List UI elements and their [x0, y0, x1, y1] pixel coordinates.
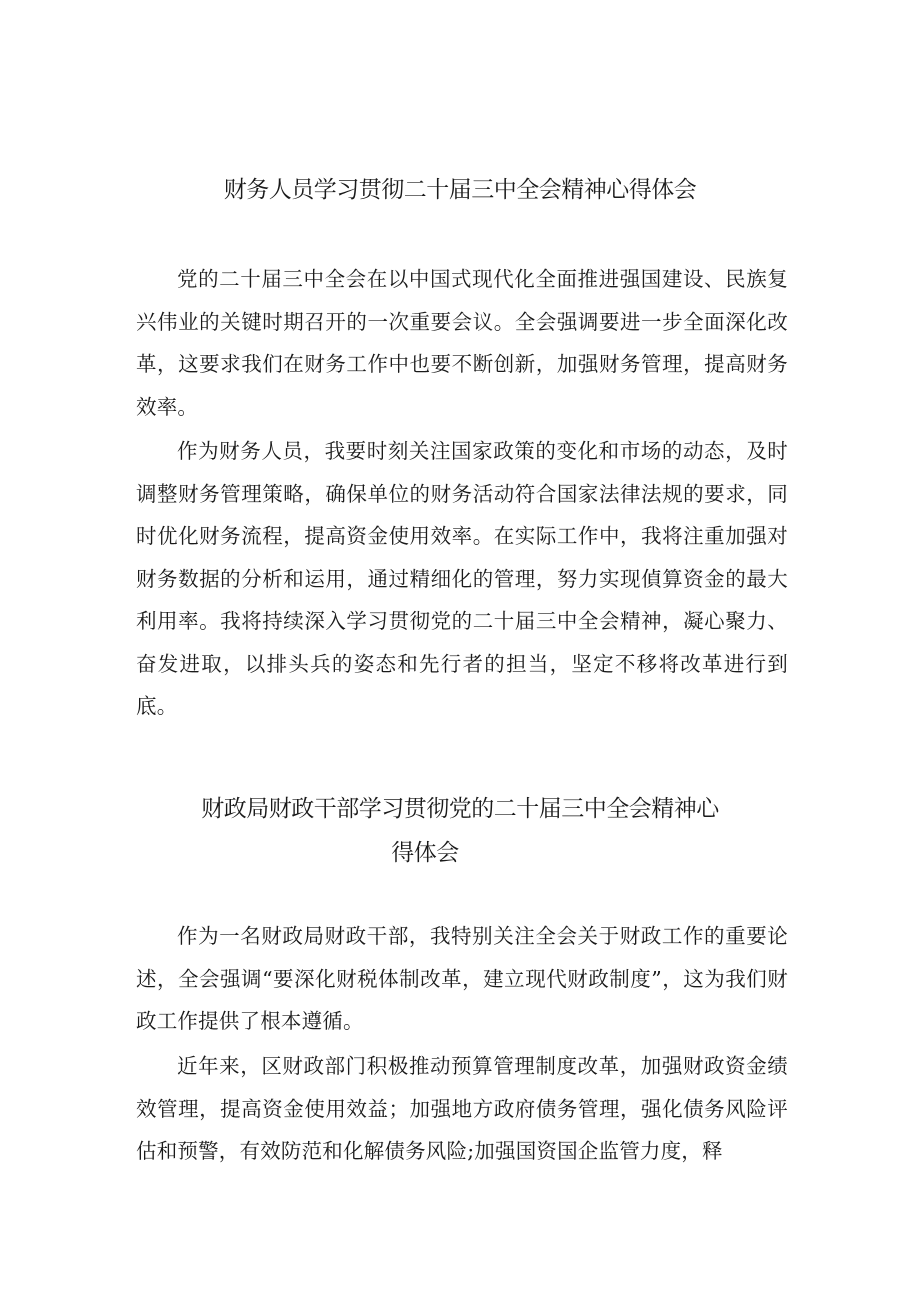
section-1-title: 财务人员学习贯彻二十届三中全会精神心得体会 [223, 177, 697, 203]
section-2-paragraph-1: 作为一名财政局财政干部，我特别关注全会关于财政工作的重要论述，全会强调“要深化财税体制改革，建立现代财政制度”，这为我们财政工作提供了根本遵循。 [136, 924, 788, 1033]
section-2-title-line-2: 得体会 [391, 840, 459, 866]
section-2-title [0, 787, 920, 875]
section-2-title-line-1: 财政局财政干部学习贯彻党的二十届三中全会精神心 [201, 796, 719, 822]
section-1-paragraph-2: 作为财务人员，我要时刻关注国家政策的变化和市场的动态，及时调整财务管理策略，确保单位的财务活动符合国家法律法规的要求，同时优化财务流程，提高资金使用效率。在实际工作中，我将注重加强对财务数据的分析和运用，通过精细化的管理，努力实现偵算资金的最大利用率。我将持续深入学习贯彻党的二十届三中全会精神，凝心聚力、奋发进取，以排头兵的姿态和先行者的担当，坚定不移将改革进行到底。 [136, 439, 788, 718]
section-1-paragraph-1: 党的二十届三中全会在以中国式现代化全面推进强国建设、民族复兴伟业的关键时期召开的一次重要会议。全会强调要进一步全面深化改革，这要求我们在财务工作中也要不断创新，加强财务管理，提高财务效率。 [136, 267, 788, 419]
section-2-paragraph-2: 近年来，区财政部门积极推动预算管理制度改革，加强财政资金绩效管理，提高资金使用效益；加强地方政府债务管理，强化债务风险评估和预警，有效防范和化解债务风险;加强国资国企监管力度，释 [136, 1054, 788, 1163]
